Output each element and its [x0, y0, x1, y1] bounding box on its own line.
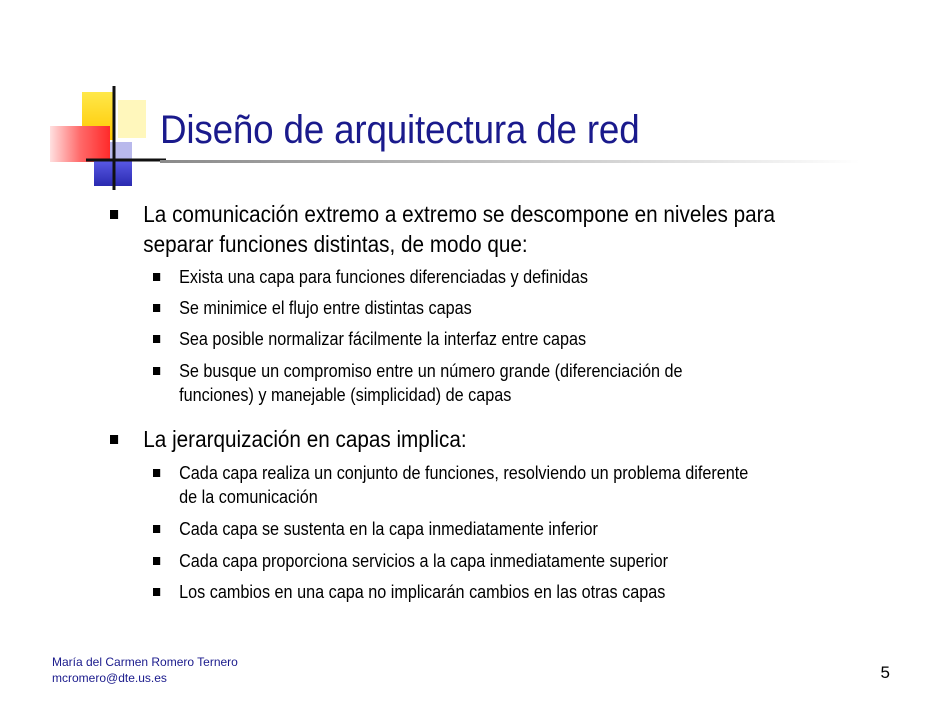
bullet-item	[110, 199, 775, 259]
square-bullet-icon	[153, 304, 160, 312]
sub-bullet-item	[153, 265, 588, 289]
sub-bullet-text-line: Sea posible normalizar fácilmente la interfaz entre capas	[179, 329, 587, 349]
square-bullet-icon	[153, 335, 160, 343]
sub-bullet-item	[153, 549, 668, 573]
slide-title: Diseño de arquitectura de red	[160, 108, 640, 152]
sub-bullet-item	[153, 461, 748, 509]
square-bullet-icon	[153, 273, 160, 281]
bullet-text-line: separar funciones distintas, de modo que:	[143, 231, 528, 257]
page-number: 5	[880, 663, 890, 682]
bullet-text-line: La jerarquización en capas implica:	[143, 426, 467, 452]
sub-bullet-item	[153, 327, 586, 351]
sub-bullet-text-line: de la comunicación	[179, 487, 318, 507]
square-bullet-icon	[153, 469, 160, 477]
square-bullet-icon	[153, 525, 160, 533]
sub-bullet-text-line: Se busque un compromiso entre un número grande (diferenciación de	[179, 361, 683, 381]
sub-bullet-text-line: Los cambios en una capa no implicarán cambios en las otras capas	[179, 582, 666, 602]
title-divider	[160, 160, 860, 163]
sub-bullet-item	[153, 296, 472, 320]
sub-bullet-item	[153, 517, 598, 541]
sub-bullet-text-line: Cada capa proporciona servicios a la capa inmediatamente superior	[179, 551, 669, 571]
footer-author: María del Carmen Romero Ternero	[52, 655, 238, 669]
footer-email: mcromero@dte.us.es	[52, 671, 167, 685]
bullet-item	[110, 424, 467, 454]
square-bullet-icon	[110, 435, 118, 444]
square-bullet-icon	[110, 210, 118, 219]
square-bullet-icon	[153, 588, 160, 596]
sub-bullet-text-line: funciones) y manejable (simplicidad) de capas	[179, 385, 512, 405]
sub-bullet-text-line: Se minimice el flujo entre distintas capas	[179, 298, 472, 318]
sub-bullet-text-line: Cada capa se sustenta en la capa inmediatamente inferior	[179, 519, 598, 539]
bullet-text-line: La comunicación extremo a extremo se descompone en niveles para	[143, 201, 776, 227]
sub-bullet-text-line: Exista una capa para funciones diferenciadas y definidas	[179, 267, 588, 287]
sub-bullet-item	[153, 359, 683, 407]
square-bullet-icon	[153, 557, 160, 565]
decorative-logo-icon	[48, 82, 168, 192]
square-bullet-icon	[153, 367, 160, 375]
sub-bullet-text-line: Cada capa realiza un conjunto de funciones, resolviendo un problema diferente	[179, 463, 749, 483]
sub-bullet-item	[153, 580, 665, 604]
